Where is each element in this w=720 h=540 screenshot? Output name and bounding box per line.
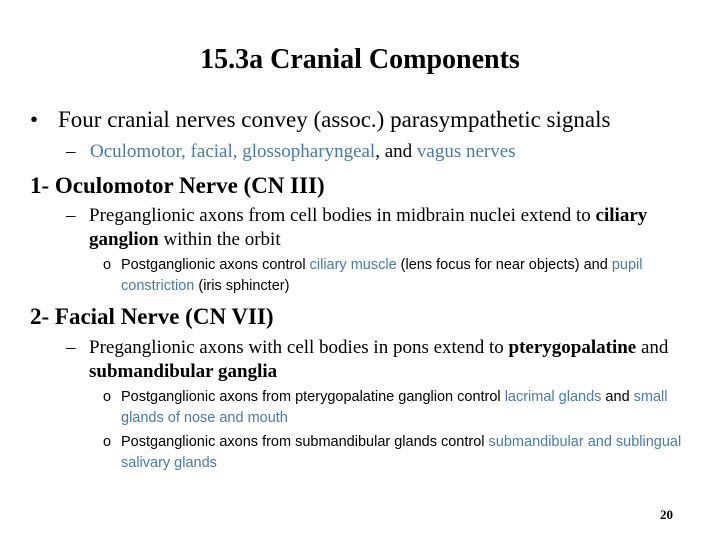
ciliary-muscle-highlight: ciliary muscle (309, 257, 397, 273)
dash-marker: – (66, 205, 76, 226)
pterygopalatine-bold: pterygopalatine (508, 337, 637, 358)
dash-marker: – (66, 141, 76, 162)
nerve-names-highlight: Oculomotor, facial, glossopharyngeal (90, 141, 376, 162)
point-text: and (601, 389, 634, 405)
sub-text-end: within the orbit (158, 229, 281, 250)
point-oculomotor-postganglionic (103, 255, 693, 297)
sub-bullet-oculomotor (66, 204, 706, 252)
heading-oculomotor: 1- Oculomotor Nerve (CN III) (30, 173, 325, 198)
page-number: 20 (660, 507, 673, 522)
point-text: Postganglionic axons from submandibular glands control (121, 434, 489, 450)
ciliary-ganglion-bold: ciliary ganglion (89, 205, 648, 250)
point-pterygopalatine (103, 387, 693, 429)
submandibular-ganglia-bold: submandibular ganglia (89, 361, 278, 382)
circle-bullet-marker: o (103, 257, 112, 273)
bullet-four-cranial-nerves (30, 107, 610, 133)
sub-bullet-nerve-list (66, 141, 516, 163)
circle-bullet-marker: o (103, 389, 112, 405)
heading-facial: 2- Facial Nerve (CN VII) (30, 304, 274, 329)
bullet-text: Four cranial nerves convey (assoc.) parasympathetic signals (58, 107, 611, 132)
point-submandibular (103, 432, 693, 474)
sub-bullet-facial (66, 336, 706, 384)
salivary-glands-highlight: submandibular and sublingual salivary glands (121, 434, 682, 471)
point-text: Postganglionic axons from pterygopalatine ganglion control (121, 389, 505, 405)
sub-text: Preganglionic axons from cell bodies in midbrain nuclei extend to (89, 205, 596, 226)
circle-bullet-marker: o (103, 434, 112, 450)
lacrimal-glands-highlight: lacrimal glands (504, 389, 602, 405)
connector-text: , and (375, 141, 417, 162)
sub-text: Preganglionic axons with cell bodies in pons extend to (89, 337, 509, 358)
dash-marker: – (66, 337, 76, 358)
slide-title: 15.3a Cranial Components (200, 44, 520, 75)
point-text: Postganglionic axons control (121, 257, 310, 273)
bullet-marker: • (30, 107, 39, 132)
pupil-constriction-highlight: pupil constriction (121, 257, 643, 294)
vagus-highlight: vagus nerves (416, 141, 516, 162)
small-glands-highlight: small glands of nose and mouth (121, 389, 668, 426)
point-text: (lens focus for near objects) and (396, 257, 612, 273)
sub-text: and (636, 337, 669, 358)
point-text-end: (iris sphincter) (194, 278, 290, 294)
